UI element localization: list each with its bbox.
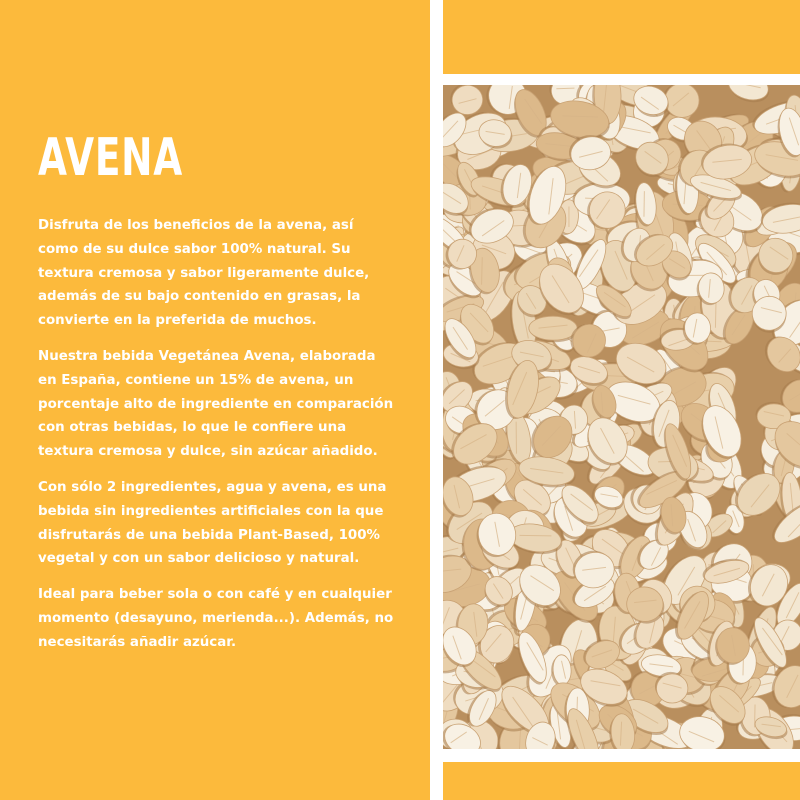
top-right-color-block (443, 0, 800, 74)
paragraph-ingredients: Con sólo 2 ingredientes, agua y avena, es una bebida sin ingredientes artificiales con la que disfrutarás de una bebida Plant-Based, 100% vegetal y con un sabor delicioso y natural. (38, 479, 387, 567)
description-text (38, 214, 398, 667)
rolled-oats-photo (443, 85, 800, 749)
page-title: AVENA (38, 128, 183, 188)
oats-texture (443, 85, 800, 749)
paragraph-product: Nuestra bebida Vegetánea Avena, elaborada en España, contiene un 15% de avena, un porcentaje alto de ingrediente en comparación con otras bebidas, lo que le confiere una textura cremosa y dulce, sin azúcar añadido. (38, 348, 394, 460)
paragraph-usage: Ideal para beber sola o con café y en cualquier momento (desayuno, merienda...). Además, no necesitarás añadir azúcar. (38, 587, 394, 650)
bottom-right-color-block (443, 762, 800, 800)
paragraph-benefits: Disfruta de los beneficios de la avena, así como de su dulce sabor 100% natural. Su textura cremosa y sabor ligeramente dulce, además de su bajo contenido en grasas, la convierte en la preferida de muchos. (38, 218, 370, 329)
